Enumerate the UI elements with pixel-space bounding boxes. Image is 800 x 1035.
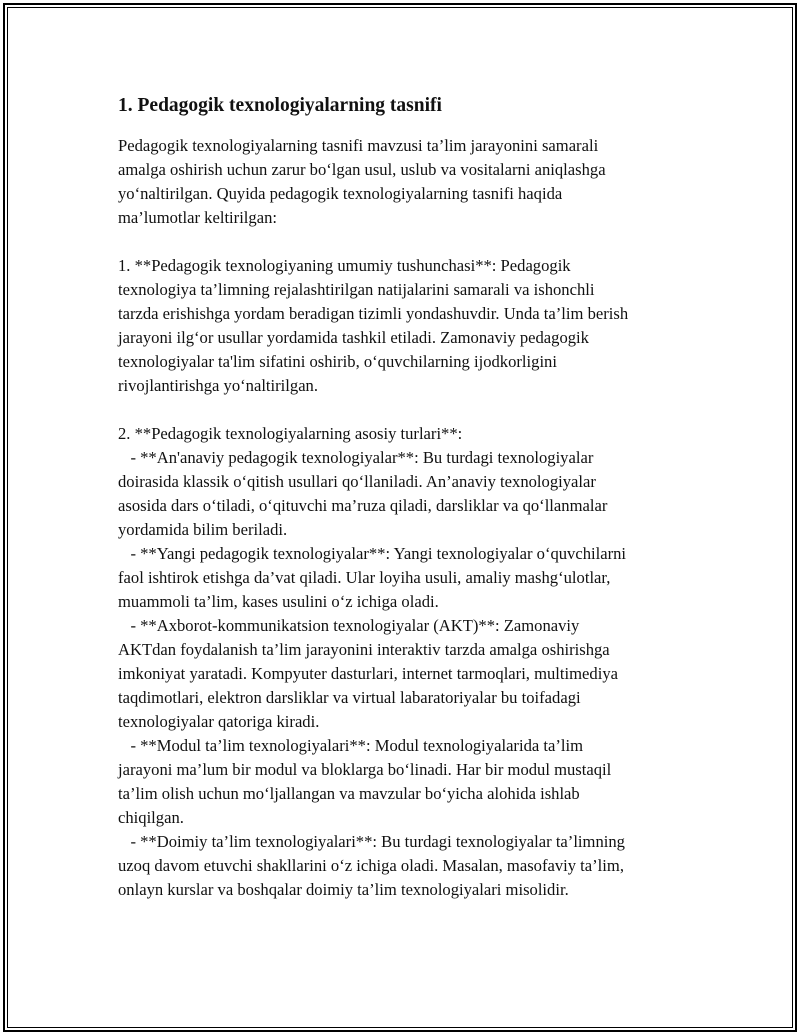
document-title: 1. Pedagogik texnologiyalarning tasnifi [118,95,442,116]
intro-paragraph: Pedagogik texnologiyalarning tasnifi mavzusi ta’lim jarayonini samarali amalga oshirish uchun zarur bo‘lgan usul, uslub va vositalarni aniqlashga yo‘naltirilgan. Quyida pedagogik texnologiyalarning tasnifi haqida ma’lumotlar keltirilgan: [118,136,606,227]
document-body [118,92,698,902]
list-item-ict: - **Axborot-kommunikatsion texnologiyalar (AKT)**: Zamonaviy AKTdan foydalanish ta’lim jarayonini interaktiv tarzda amalga oshirishga imkoniyat yaratadi. Kompyuter dasturlari, internet tarmoqlari, multimediya taqdimotlari, elektron darsliklar va virtual labaratoriyalar bu toifadagi texnologiyalar qatoriga kiradi. [118,616,618,731]
list-item-modular: - **Modul ta’lim texnologiyalari**: Modul texnologiyalarida ta’lim jarayoni ma’lum bir modul va bloklarga bo‘linadi. Har bir modul mustaqil ta’lim olish uchun mo‘ljallangan va mavzular bo‘yicha alohida ishlab chiqilgan. [118,736,612,827]
list-item-continuous: - **Doimiy ta’lim texnologiyalari**: Bu turdagi texnologiyalar ta’limning uzoq davom etuvchi shakllarini o‘z ichiga oladi. Masalan, masofaviy ta’lim, onlayn kurslar va boshqalar doimiy ta’lim texnologiyalari misolidir. [118,832,625,899]
section-1-paragraph: 1. **Pedagogik texnologiyaning umumiy tushunchasi**: Pedagogik texnologiya ta’limning rejalashtirilgan natijalarini samarali va ishonchli tarzda erishishga yordam beradigan tizimli yondashuvdir. Unda ta’lim berish jarayoni ilg‘or usullar yordamida tashkil etiladi. Zamonaviy pedagogik texnologiyalar ta'lim sifatini oshirib, o‘quvchilarning ijodkorligini rivojlantirishga yo‘naltirilgan. [118,256,629,395]
list-item-new: - **Yangi pedagogik texnologiyalar**: Yangi texnologiyalar o‘quvchilarni faol ishtirok etishga da’vat qiladi. Ular loyiha usuli, amaliy mashg‘ulotlar, muammoli ta’lim, kases usulini o‘z ichiga oladi. [118,544,627,611]
paragraph-spacer [118,398,698,422]
paragraph-spacer [118,230,698,254]
list-item-traditional: - **An'anaviy pedagogik texnologiyalar**: Bu turdagi texnologiyalar doirasida klassik o‘qitish usullari qo‘llaniladi. An’anaviy texnologiyalar asosida dars o‘tiladi, o‘qituvchi ma’ruza qiladi, darsliklar va qo‘llanmalar yordamida bilim beriladi. [118,448,608,539]
section-2-heading: 2. **Pedagogik texnologiyalarning asosiy turlari**: [118,424,463,443]
